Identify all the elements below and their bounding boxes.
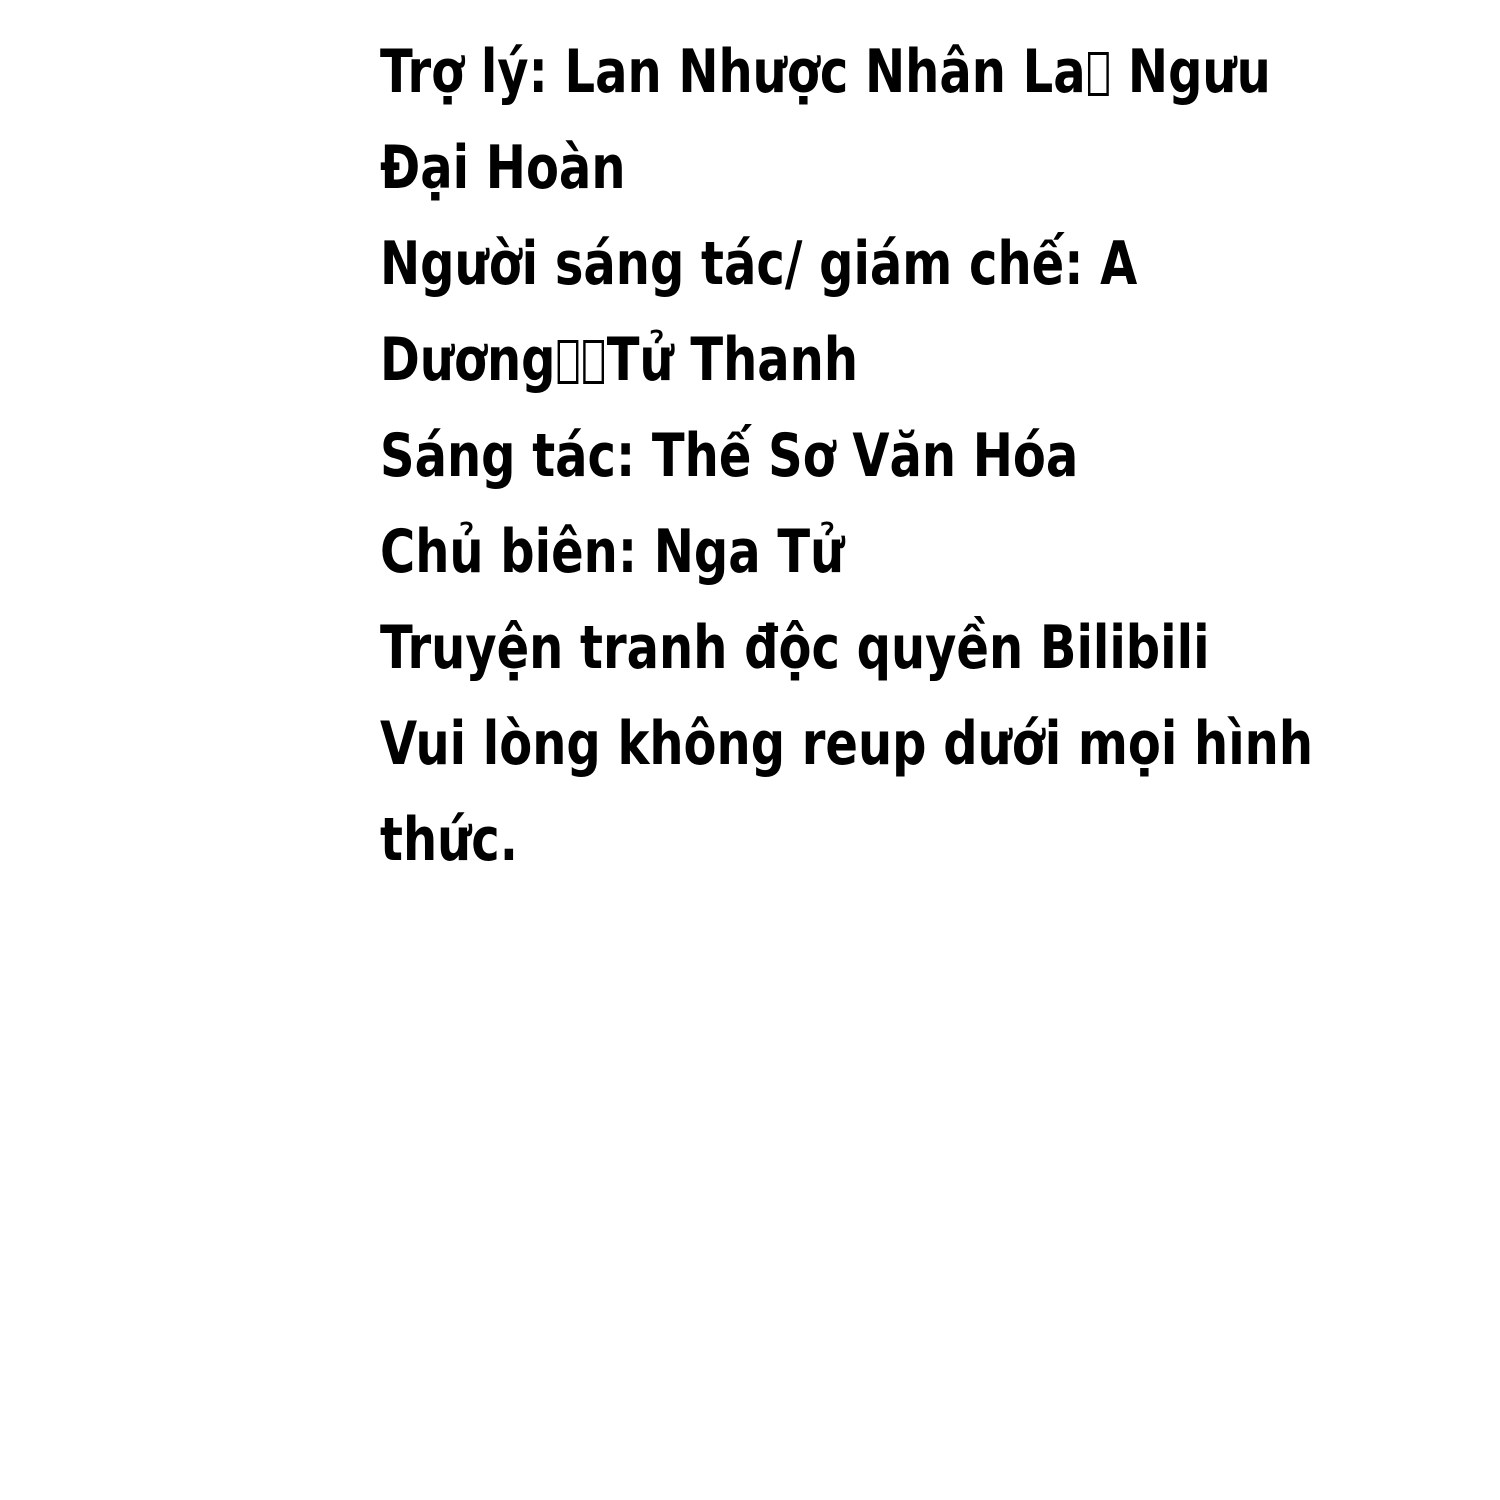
missing-glyph-box-icon <box>1088 52 1109 96</box>
chief-editor-credit-line: Chủ biên: Nga Tử <box>380 517 845 587</box>
assistant-credit-line-1 <box>380 24 1271 120</box>
missing-glyph-box-icon <box>584 340 605 384</box>
production-credit-line: Sáng tác: Thế Sơ Văn Hóa <box>380 421 1079 491</box>
creator-credit-text-end: Tử Thanh <box>606 325 858 395</box>
creator-credit-line-2 <box>380 312 1228 408</box>
reup-notice-line-2: thức. <box>380 805 518 875</box>
missing-glyph-box-icon <box>558 340 579 384</box>
assistant-credit-line-2: Đại Hoàn <box>380 133 626 203</box>
assistant-credit-text-end: Ngưu <box>1111 37 1271 107</box>
reup-notice-line-1: Vui lòng không reup dưới mọi hình <box>380 709 1314 779</box>
creator-credit-text: Dương <box>380 325 556 395</box>
assistant-credit-text: Trợ lý: Lan Nhược Nhân La <box>380 37 1086 107</box>
credits-block <box>380 24 1440 888</box>
exclusive-notice-line: Truyện tranh độc quyền Bilibili <box>380 613 1210 683</box>
creator-credit-line-1: Người sáng tác/ giám chế: A <box>380 229 1138 299</box>
